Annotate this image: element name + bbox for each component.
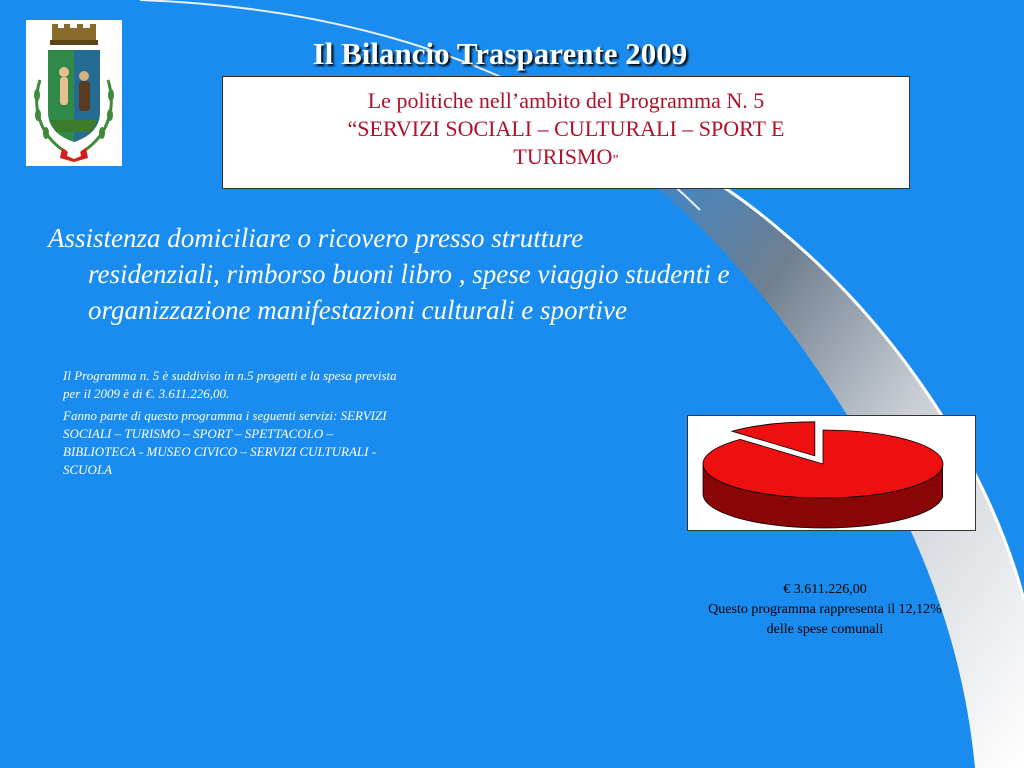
slide-title: Il Bilancio Trasparente 2009: [312, 36, 688, 71]
services-headline: [48, 220, 978, 328]
pie-slice-1: [703, 430, 943, 498]
program-heading-line-3-main: TURISMO: [513, 144, 613, 169]
description-p2-line-1: Fanno parte di questo programma i seguenti servizi: SERVIZI: [63, 408, 387, 423]
description-p2-line-3: BIBLIOTECA - MUSEO CIVICO – SERVIZI CULTURALI -: [63, 444, 377, 459]
program-heading-line-3: [223, 143, 909, 175]
caption-percentage: Questo programma rappresenta il 12,12%: [708, 602, 942, 617]
pie-chart: [688, 416, 975, 530]
headline-line-3: organizzazione manifestazioni culturali e sportive: [88, 295, 627, 325]
description-paragraph-1: [63, 367, 533, 403]
program-heading-line-1: Le politiche nell’ambito del Programma N. 5: [367, 88, 765, 113]
pie-chart-frame: [687, 415, 976, 531]
description-paragraph-2: [63, 407, 533, 479]
caption-municipal-spending: delle spese comunali: [766, 622, 884, 637]
program-heading-closing-quote: ”: [612, 153, 619, 168]
program-description: [63, 367, 533, 483]
description-p2-line-2: SOCIALI – TURISMO – SPORT – SPETTACOLO –: [63, 426, 334, 441]
program-heading-line-2: “SERVIZI SOCIALI – CULTURALI – SPORT E: [347, 116, 785, 141]
headline-line-2: residenziali, rimborso buoni libro , spese viaggio studenti e: [88, 259, 730, 289]
headline-line-1: Assistenza domiciliare o ricovero presso strutture: [48, 223, 584, 253]
coat-of-arms-logo: [26, 20, 122, 166]
program-heading-box: [222, 76, 910, 189]
caption-amount: € 3.611.226,00: [783, 582, 867, 597]
description-p2-line-4: SCUOLA: [63, 462, 113, 477]
description-p1-line-2: per il 2009 è di €. 3.611.226,00.: [63, 386, 230, 401]
municipal-coat-of-arms-icon: [26, 20, 122, 166]
description-p1-line-1: Il Programma n. 5 è suddiviso in n.5 progetti e la spesa prevista: [63, 368, 397, 383]
budget-caption: [660, 580, 990, 640]
